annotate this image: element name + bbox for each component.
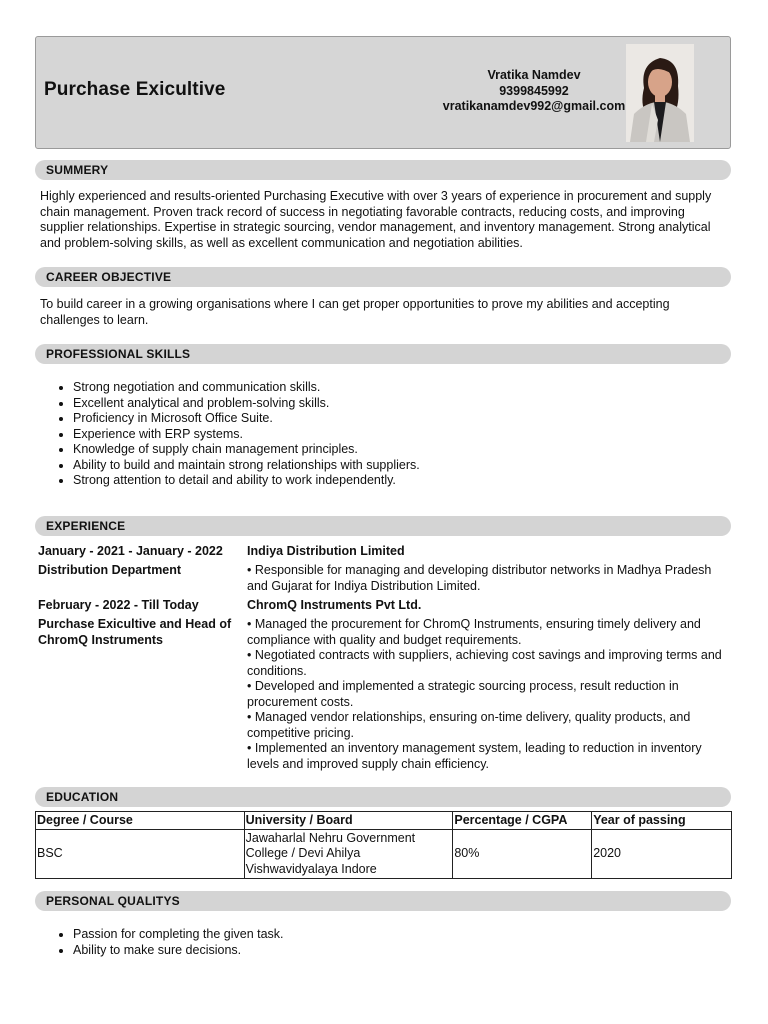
section-summary-heading: SUMMERY (35, 160, 731, 180)
table-row (36, 830, 732, 879)
table-header-row (36, 812, 732, 830)
section-personal-qualities-heading: PERSONAL QUALITYS (35, 891, 731, 911)
job-title: Purchase Exicultive (44, 79, 226, 100)
experience-2-detail-item: • Developed and implemented a strategic sourcing process, result reduction in procurement costs. (247, 679, 679, 709)
list-item: • Experience with ERP systems. (73, 427, 420, 443)
experience-2-details (247, 617, 727, 772)
experience-1-company: Indiya Distribution Limited (247, 544, 405, 558)
experience-2-detail-item: • Managed vendor relationships, ensuring on-time delivery, quality products, and competitive pricing. (247, 710, 691, 740)
experience-1-period: January - 2021 - January - 2022 (38, 544, 223, 558)
list-item: • Ability to make sure decisions. (73, 943, 284, 959)
section-professional-skills-heading: PROFESSIONAL SKILLS (35, 344, 731, 364)
contact-block (436, 68, 632, 115)
experience-1-role: Distribution Department (38, 563, 182, 577)
cell-percentage: 80% (453, 830, 592, 879)
list-item: • Proficiency in Microsoft Office Suite. (73, 411, 420, 427)
column-header-year: Year of passing (592, 812, 732, 830)
section-career-objective-heading: CAREER OBJECTIVE (35, 267, 731, 287)
list-item: • Knowledge of supply chain management principles. (73, 442, 420, 458)
education-table (35, 811, 732, 879)
skills-list (40, 380, 420, 489)
column-header-percentage: Percentage / CGPA (453, 812, 592, 830)
column-header-university: University / Board (244, 812, 453, 830)
experience-2-detail-item: • Managed the procurement for ChromQ Instruments, ensuring timely delivery and compliance with quality and budget requirements. (247, 617, 701, 647)
email-address: vratikanamdev992@gmail.com (442, 99, 626, 113)
list-item: • Ability to build and maintain strong relationships with suppliers. (73, 458, 420, 474)
section-education-heading: EDUCATION (35, 787, 731, 807)
phone-number: 9399845992 (499, 83, 569, 98)
column-header-degree: Degree / Course (36, 812, 245, 830)
cell-degree: BSC (36, 830, 245, 879)
list-item: • Strong attention to detail and ability to work independently. (73, 473, 420, 489)
list-item: • Passion for completing the given task. (73, 927, 284, 943)
cell-university: Jawaharlal Nehru Government College / Devi Ahilya Vishwavidyalaya Indore (244, 830, 453, 879)
experience-2-role: Purchase Exicultive and Head of ChromQ Instruments (38, 617, 232, 647)
qualities-list (40, 927, 284, 958)
candidate-name: Vratika Namdev (487, 68, 581, 82)
experience-2-company: ChromQ Instruments Pvt Ltd. (247, 598, 422, 612)
experience-2-period: February - 2022 - Till Today (38, 598, 199, 612)
list-item: • Excellent analytical and problem-solving skills. (73, 396, 420, 412)
experience-1-details: • Responsible for managing and developing distributor networks in Madhya Pradesh and Gujarat for Indiya Distribution Limited. (247, 563, 712, 593)
list-item: • Strong negotiation and communication skills. (73, 380, 420, 396)
summary-text: Highly experienced and results-oriented Purchasing Executive with over 3 years of experience in procurement and supply chain management. Proven track record of success in negotiating favorable contracts, reducing costs, and improving supplier relationships. Expertise in strategic sourcing, vendor management, and inventory management. Strong analytical and problem-solving skills, as well as excellent communication and negotiation abilities. (40, 189, 712, 250)
career-objective-text: To build career in a growing organisations where I can get proper opportunities to prove my abilities and accepting challenges to learn. (40, 297, 670, 327)
resume-header (35, 36, 731, 149)
cell-year: 2020 (592, 830, 732, 879)
experience-2-detail-item: • Implemented an inventory management system, leading to reduction in inventory levels and improved supply chain efficiency. (247, 741, 702, 771)
profile-photo (626, 44, 694, 142)
section-experience-heading: EXPERIENCE (35, 516, 731, 536)
experience-2-detail-item: • Negotiated contracts with suppliers, achieving cost savings and improving terms and conditions. (247, 648, 722, 678)
